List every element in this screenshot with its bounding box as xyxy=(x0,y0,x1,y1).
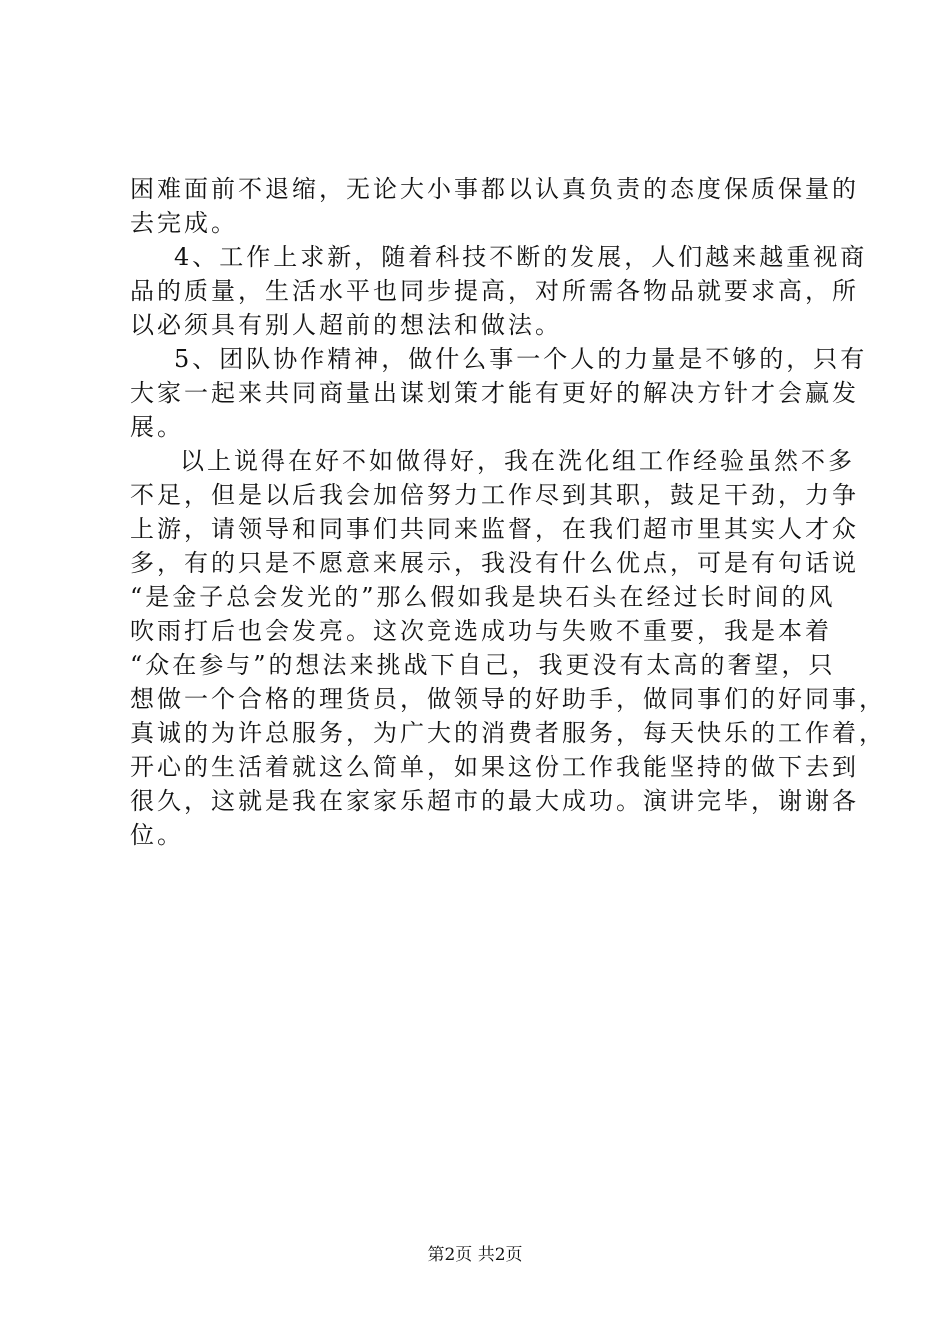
text-line: 上游，请领导和同事们共同来监督，在我们超市里其实人才众 xyxy=(130,515,859,543)
paragraph-5-first-line: 5、团队协作精神，做什么事一个人的力量是不够的，只有 xyxy=(174,345,868,373)
text-line: “是金子总会发光的”那么假如我是块石头在经过长时间的风 xyxy=(130,583,836,611)
text-line: 开心的生活着就这么简单，如果这份工作我能坚持的做下去到 xyxy=(130,753,859,781)
text-line: 很久，这就是我在家家乐超市的最大成功。演讲完毕，谢谢各 xyxy=(130,787,859,815)
closing-paragraph-first-line: 以上说得在好不如做得好，我在洗化组工作经验虽然不多 xyxy=(180,447,855,475)
text-line: 真诚的为许总服务，为广大的消费者服务，每天快乐的工作着， xyxy=(130,719,886,747)
text-line: 困难面前不退缩，无论大小事都以认真负责的态度保质保量的 xyxy=(130,175,859,203)
text-line: 大家一起来共同商量出谋划策才能有更好的解决方针才会赢发 xyxy=(130,379,859,407)
page-footer: 第2页 共2页 xyxy=(427,1245,523,1265)
document-body xyxy=(130,172,886,852)
text-line: 吹雨打后也会发亮。这次竞选成功与失败不重要，我是本着 xyxy=(130,617,832,645)
text-line: 品的质量，生活水平也同步提高，对所需各物品就要求高，所 xyxy=(130,277,859,305)
text-line: “众在参与”的想法来挑战下自己，我更没有太高的奢望，只 xyxy=(130,651,836,679)
text-line: 多，有的只是不愿意来展示，我没有什么优点，可是有句话说 xyxy=(130,549,859,577)
text-line: 以必须具有别人超前的想法和做法。 xyxy=(130,311,562,339)
text-line: 不足，但是以后我会加倍努力工作尽到其职，鼓足干劲，力争 xyxy=(130,481,859,509)
text-line: 展。 xyxy=(130,413,184,441)
text-line: 去完成。 xyxy=(130,209,238,237)
text-line: 想做一个合格的理货员，做领导的好助手，做同事们的好同事， xyxy=(130,685,886,713)
paragraph-4-first-line: 4、工作上求新，随着科技不断的发展，人们越来越重视商 xyxy=(174,243,868,271)
text-line: 位。 xyxy=(130,821,184,849)
